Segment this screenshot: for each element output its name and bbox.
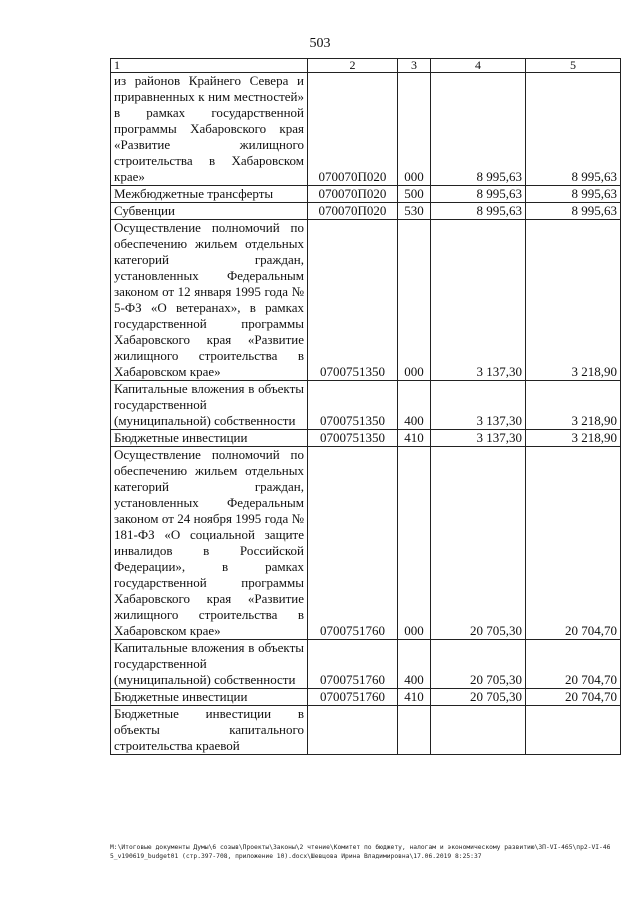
table-row	[111, 640, 621, 689]
row-value-col5-cell: 3 218,90	[526, 381, 621, 430]
row-type-cell: 400	[398, 640, 431, 689]
row-type-cell: 400	[398, 381, 431, 430]
row-value-col4-cell: 8 995,63	[431, 186, 526, 203]
row-name-cell: Межбюджетные трансферты	[111, 186, 308, 203]
header-col-1: 1	[111, 59, 308, 73]
row-type-cell: 500	[398, 186, 431, 203]
row-code-cell: 0700751350	[308, 430, 398, 447]
row-name-cell: Капитальные вложения в объекты государственной (муниципальной) собственности	[111, 640, 308, 689]
row-name-cell: Бюджетные инвестиции	[111, 430, 308, 447]
header-col-3: 3	[398, 59, 431, 73]
row-value-col5-cell: 20 704,70	[526, 640, 621, 689]
row-value-col4-cell: 3 137,30	[431, 381, 526, 430]
row-value-col4-cell: 20 705,30	[431, 689, 526, 706]
file-path-footer: M:\Итоговые документы Думы\6 созыв\Проекты\Законы\2 чтение\Комитет по бюджету, налогам и экономическому развитию\3П-VI-465\пр2-VI-465_v190619_budget01 (стр.397-708, приложение 10).docx\Шевцова Ирина Владимировна\17.06.2019 8:25:37	[110, 844, 611, 860]
row-type-cell: 000	[398, 447, 431, 640]
row-value-col4-cell: 3 137,30	[431, 430, 526, 447]
table-row	[111, 220, 621, 381]
row-code-cell: 070070П020	[308, 186, 398, 203]
row-type-cell: 000	[398, 220, 431, 381]
table-row	[111, 73, 621, 186]
table-row	[111, 203, 621, 220]
row-code-cell: 0700751760	[308, 689, 398, 706]
row-value-col5-cell: 8 995,63	[526, 203, 621, 220]
table-row	[111, 447, 621, 640]
row-name-cell: из районов Крайнего Севера и приравненных к ним местностей» в рамках государственной программы Хабаровского края «Развитие жилищного строительства в Хабаровском крае»	[111, 73, 308, 186]
row-value-col4-cell: 8 995,63	[431, 203, 526, 220]
row-value-col4-cell: 3 137,30	[431, 220, 526, 381]
row-value-col5-cell: 3 218,90	[526, 430, 621, 447]
row-value-col5-cell: 20 704,70	[526, 689, 621, 706]
row-code-cell: 0700751760	[308, 640, 398, 689]
table-row	[111, 186, 621, 203]
row-value-col4-cell	[431, 706, 526, 755]
budget-table	[110, 58, 621, 755]
row-type-cell: 000	[398, 73, 431, 186]
row-code-cell: 0700751350	[308, 381, 398, 430]
row-value-col5-cell: 8 995,63	[526, 186, 621, 203]
row-type-cell	[398, 706, 431, 755]
row-code-cell: 070070П020	[308, 73, 398, 186]
row-code-cell: 0700751760	[308, 447, 398, 640]
row-type-cell: 410	[398, 430, 431, 447]
row-name-cell: Капитальные вложения в объекты государственной (муниципальной) собственности	[111, 381, 308, 430]
row-name-cell: Осуществление полномочий по обеспечению жильем отдельных категорий граждан, установленных Федеральным законом от 12 января 1995 года № 5-ФЗ «О ветеранах», в рамках государственной программы Хабаровского края «Развитие жилищного строительства в Хабаровском крае»	[111, 220, 308, 381]
row-value-col5-cell: 20 704,70	[526, 447, 621, 640]
table-row	[111, 430, 621, 447]
row-name-cell: Осуществление полномочий по обеспечению жильем отдельных категорий граждан, установленных Федеральным законом от 24 ноября 1995 года № 181-ФЗ «О социальной защите инвалидов в Российской Федерации», в рамках государственной программы Хабаровского края «Развитие жилищного строительства в Хабаровском крае»	[111, 447, 308, 640]
page-number: 503	[309, 36, 331, 51]
row-type-cell: 530	[398, 203, 431, 220]
row-code-cell	[308, 706, 398, 755]
row-value-col4-cell: 20 705,30	[431, 447, 526, 640]
row-name-cell: Бюджетные инвестиции в объекты капитального строительства краевой	[111, 706, 308, 755]
header-col-2: 2	[308, 59, 398, 73]
row-value-col5-cell	[526, 706, 621, 755]
row-type-cell: 410	[398, 689, 431, 706]
row-value-col5-cell: 8 995,63	[526, 73, 621, 186]
row-value-col4-cell: 20 705,30	[431, 640, 526, 689]
row-name-cell: Субвенции	[111, 203, 308, 220]
header-col-5: 5	[526, 59, 621, 73]
row-code-cell: 0700751350	[308, 220, 398, 381]
table-row	[111, 689, 621, 706]
row-value-col4-cell: 8 995,63	[431, 73, 526, 186]
row-value-col5-cell: 3 218,90	[526, 220, 621, 381]
table-row	[111, 381, 621, 430]
table-header-row	[111, 59, 621, 73]
row-name-cell: Бюджетные инвестиции	[111, 689, 308, 706]
row-code-cell: 070070П020	[308, 203, 398, 220]
header-col-4: 4	[431, 59, 526, 73]
table-row	[111, 706, 621, 755]
